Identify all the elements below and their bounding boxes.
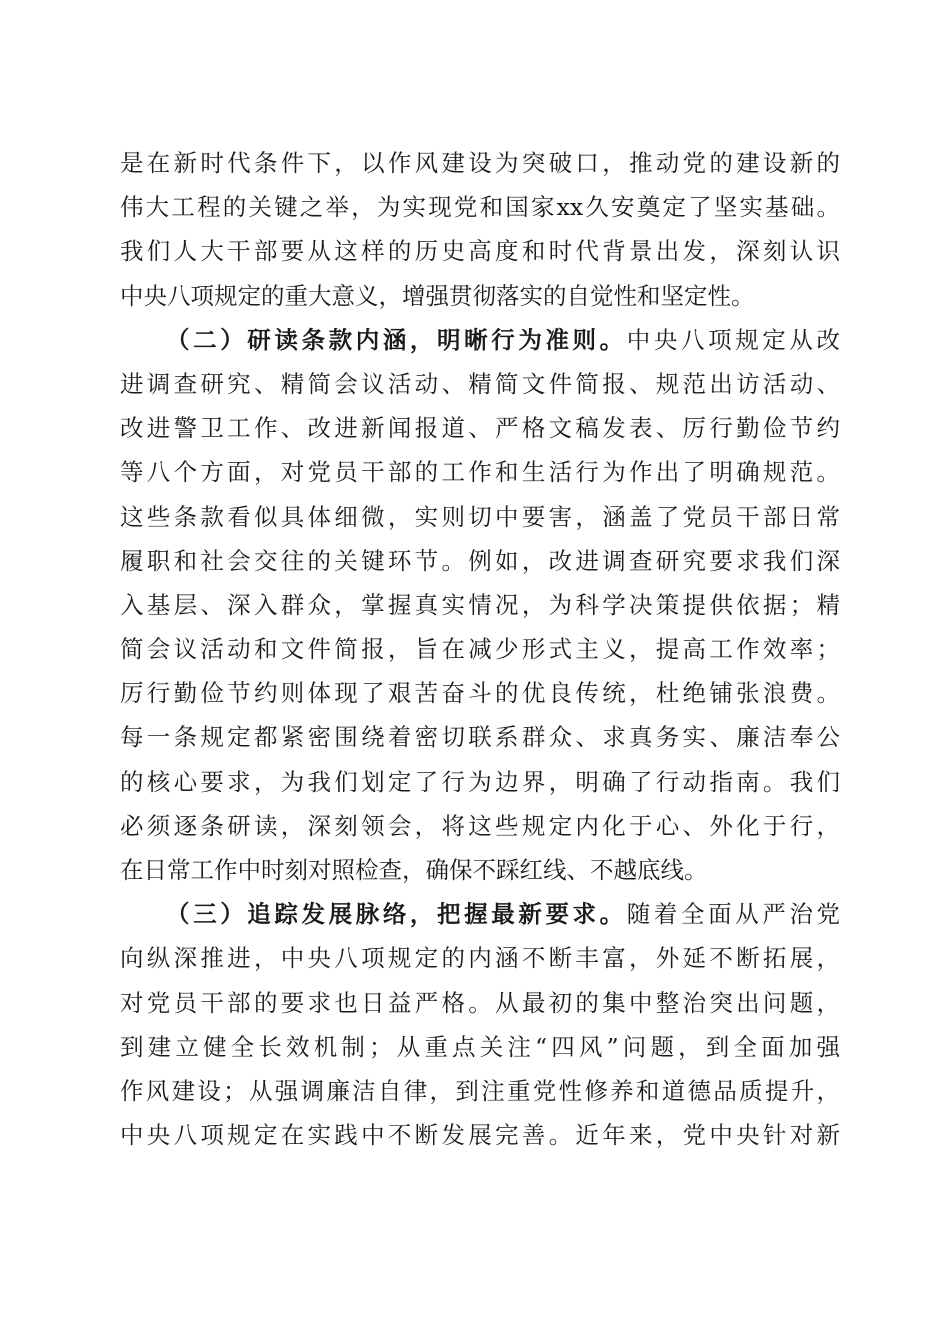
text-line: 我们人大干部要从这样的历史高度和时代背景出发，深刻认识 (120, 237, 840, 266)
paragraph-2 (120, 318, 840, 892)
section-heading-3: （三）追踪发展脉络，把握最新要求。 (166, 900, 627, 929)
text-line: 入基层、深入群众，掌握真实情况，为科学决策提供依据；精 (120, 590, 840, 619)
text-run: 中央八项规定从改 (626, 325, 841, 354)
text-line: 中央八项规定在实践中不断发展完善。近年来，党中央针对新 (120, 1121, 840, 1150)
text-line: 对党员干部的要求也日益严格。从最初的集中整治突出问题， (120, 988, 840, 1017)
document-body (120, 141, 840, 1157)
text-line: 履职和社会交往的关键环节。例如，改进调查研究要求我们深 (120, 546, 840, 575)
text-line: 必须逐条研读，深刻领会，将这些规定内化于心、外化于行， (120, 811, 840, 840)
paragraph-1 (120, 141, 840, 318)
paragraph-3 (120, 892, 840, 1157)
text-run: 随着全面从严治党 (626, 900, 841, 929)
text-line: 作风建设；从强调廉洁自律，到注重党性修养和道德品质提升， (120, 1076, 840, 1105)
text-line (120, 318, 840, 362)
text-line: 的核心要求，为我们划定了行为边界，明确了行动指南。我们 (120, 767, 840, 796)
text-line: 厉行勤俭节约则体现了艰苦奋斗的优良传统，杜绝铺张浪费。 (120, 679, 840, 708)
text-line: 伟大工程的关键之举，为实现党和国家xx久安奠定了坚实基础。 (120, 193, 840, 222)
text-line: 简会议活动和文件简报，旨在减少形式主义，提高工作效率； (120, 635, 840, 664)
text-line: 每一条规定都紧密围绕着密切联系群众、求真务实、廉洁奉公 (120, 723, 840, 752)
text-line: 改进警卫工作、改进新闻报道、严格文稿发表、厉行勤俭节约 (120, 414, 840, 443)
text-line: 进调查研究、精简会议活动、精简文件简报、规范出访活动、 (120, 369, 840, 398)
text-line: 到建立健全长效机制；从重点关注“四风”问题，到全面加强 (120, 1032, 840, 1061)
section-heading-2: （二）研读条款内涵，明晰行为准则。 (166, 325, 627, 354)
text-line: 这些条款看似具体细微，实则切中要害，涵盖了党员干部日常 (120, 502, 840, 531)
text-line: 在日常工作中时刻对照检查，确保不踩红线、不越底线。 (120, 856, 708, 884)
text-line (120, 892, 840, 936)
text-line: 向纵深推进，中央八项规定的内涵不断丰富，外延不断拓展， (120, 944, 840, 973)
text-line: 等八个方面，对党员干部的工作和生活行为作出了明确规范。 (120, 458, 840, 487)
text-line: 中央八项规定的重大意义，增强贯彻落实的自觉性和坚定性。 (120, 281, 755, 310)
text-line: 是在新时代条件下，以作风建设为突破口，推动党的建设新的 (120, 149, 840, 177)
